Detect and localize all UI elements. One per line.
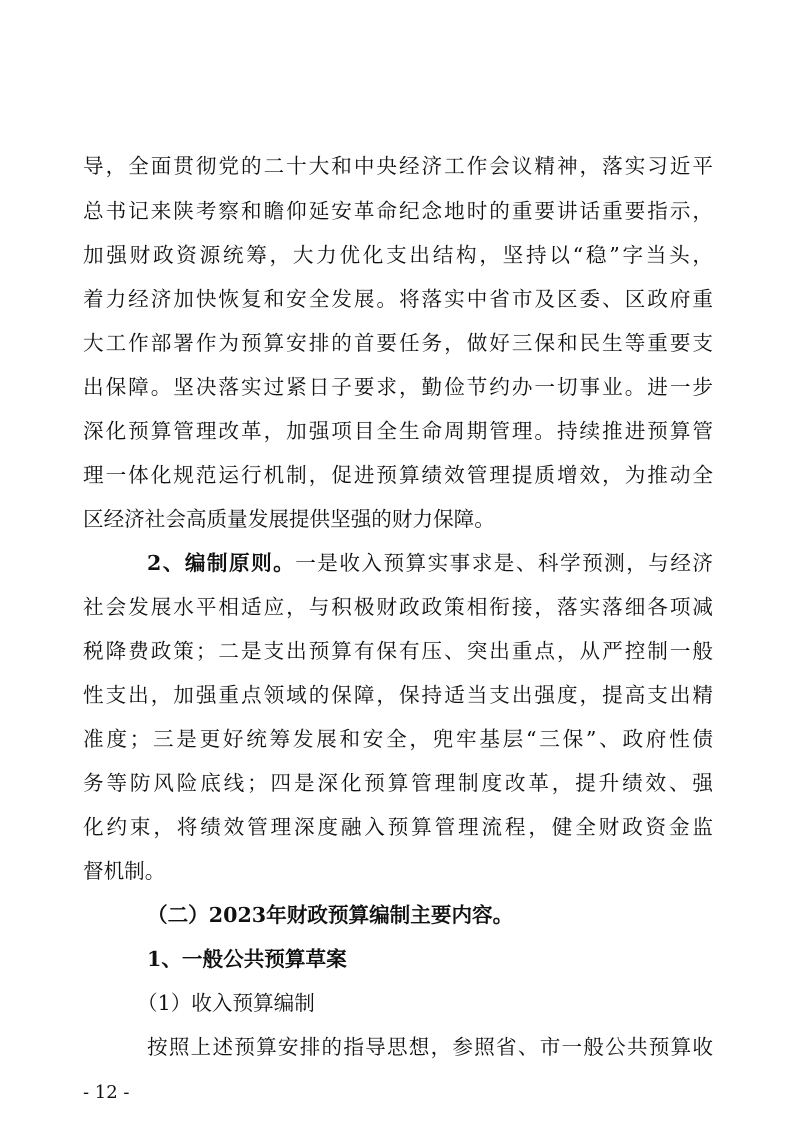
item-heading: （1）收入预算编制	[137, 991, 315, 1015]
paragraph-2-line: 性支出，加强重点领域的保障，保持适当支出强度，提高支出精	[83, 683, 713, 707]
paragraph-2-line: 社会发展水平相适应，与积极财政政策相衔接，落实落细各项减	[83, 595, 713, 619]
page-number: - 12 -	[83, 1082, 130, 1103]
paragraph-1-line: 着力经济加快恢复和安全发展。将落实中省市及区委、区政府重	[83, 287, 713, 311]
paragraph-1-line: 理一体化规范运行机制，促进预算绩效管理提质增效，为推动全	[83, 463, 713, 487]
paragraph-3-line: 按照上述预算安排的指导思想，参照省、市一般公共预算收	[147, 1035, 713, 1059]
paragraph-2-first-line-text: 一是收入预算实事求是、科学预测，与经济	[295, 551, 713, 575]
subsection-heading: 1、一般公共预算草案	[147, 947, 347, 971]
paragraph-1-line: 区经济社会高质量发展提供坚强的财力保障。	[83, 507, 495, 531]
paragraph-2-line: 务等防风险底线；四是深化预算管理制度改革，提升绩效、强	[83, 771, 713, 795]
paragraph-1-line: 出保障。坚决落实过紧日子要求，勤俭节约办一切事业。进一步	[83, 375, 713, 399]
principles-heading: 2、编制原则。	[147, 551, 296, 575]
paragraph-2-line: 税降费政策；二是支出预算有保有压、突出重点，从严控制一般	[83, 639, 713, 663]
paragraph-2-line: 化约束，将绩效管理深度融入预算管理流程，健全财政资金监	[83, 815, 713, 839]
paragraph-1-line: 导，全面贯彻党的二十大和中央经济工作会议精神，落实习近平	[83, 154, 713, 178]
section-heading: （二）2023年财政预算编制主要内容。	[147, 903, 514, 927]
paragraph-1-line: 总书记来陕考察和瞻仰延安革命纪念地时的重要讲话重要指示，	[83, 199, 713, 223]
paragraph-1-line: 加强财政资源统筹，大力优化支出结构，坚持以“稳”字当头，	[83, 243, 713, 267]
paragraph-2-line: 准度；三是更好统筹发展和安全，兜牢基层“三保”、政府性债	[83, 727, 713, 751]
paragraph-2-line: 督机制。	[83, 859, 166, 883]
paragraph-2-first-line	[147, 549, 713, 577]
paragraph-1-line: 大工作部署作为预算安排的首要任务，做好三保和民生等重要支	[83, 331, 713, 355]
paragraph-1-line: 深化预算管理改革，加强项目全生命周期管理。持续推进预算管	[83, 419, 713, 443]
